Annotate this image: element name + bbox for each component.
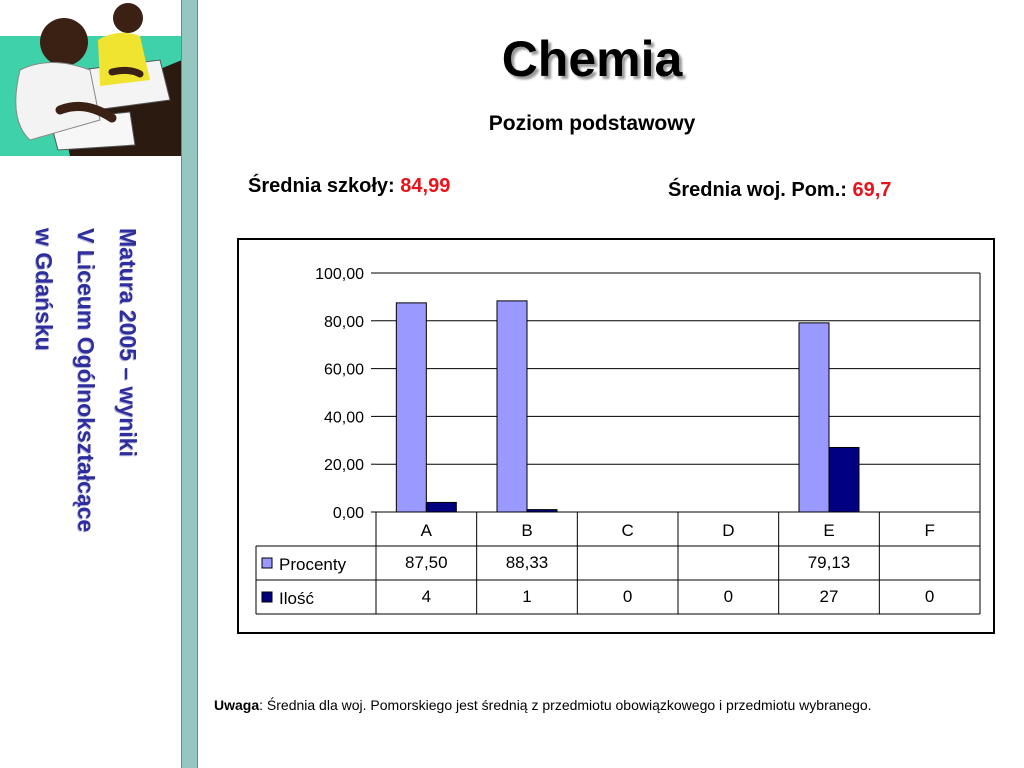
data-label: 4: [421, 587, 432, 606]
bar-chart: [239, 240, 993, 632]
y-tick-label: 0,00: [332, 505, 364, 522]
data-label: 0: [622, 587, 633, 606]
data-label: 79,13: [807, 553, 851, 572]
bar-ilosc: [426, 502, 456, 512]
bar-procenty: [396, 303, 426, 512]
data-label: 0: [924, 587, 935, 606]
y-tick-label: 100,00: [315, 266, 364, 283]
footnote-text: : Średnia dla woj. Pomorskiego jest średnią z przedmiotu obowiązkowego i przedmiotu wybranego.: [259, 697, 872, 713]
y-tick-label: 60,00: [323, 361, 364, 379]
data-label: 87,50: [405, 553, 448, 572]
school-average: [248, 175, 450, 198]
students-clipart: [0, 0, 182, 156]
y-tick-label: 20,00: [323, 457, 364, 475]
footnote: [214, 697, 872, 713]
bar-procenty: [497, 301, 527, 512]
school-caption-line-1: Matura 2005 – wyniki: [115, 228, 141, 457]
category-label: C: [621, 521, 634, 540]
category-label: D: [722, 521, 735, 540]
bar-ilosc: [829, 447, 859, 512]
page-title: Chemia: [501, 31, 683, 87]
data-label: 0: [723, 587, 734, 606]
school-average-label: Średnia szkoły:: [248, 175, 395, 197]
school-caption: [30, 228, 148, 533]
category-label: A: [420, 521, 433, 540]
page-subtitle: Poziom podstawowy: [488, 112, 696, 135]
y-tick-label: 80,00: [323, 313, 364, 331]
category-label: B: [521, 521, 533, 540]
school-average-value: 84,99: [400, 175, 451, 197]
legend-label: Ilość: [279, 589, 314, 608]
category-label: E: [823, 521, 835, 540]
legend-label: Procenty: [279, 555, 347, 574]
chart-frame: [237, 238, 995, 634]
footnote-label: Uwaga: [214, 697, 260, 713]
bar-procenty: [799, 323, 829, 512]
side-stripe: [181, 0, 198, 768]
region-average-value: 69,7: [852, 179, 892, 201]
data-label: 27: [819, 587, 839, 606]
data-label: 88,33: [505, 553, 549, 572]
legend-key: [262, 558, 272, 568]
data-label: 1: [522, 587, 532, 606]
legend-key: [262, 592, 272, 602]
y-tick-label: 40,00: [323, 409, 364, 427]
school-caption-line-2: V Liceum Ogólnokształcące: [73, 228, 99, 533]
school-caption-line-3: w Gdańsku: [31, 228, 57, 351]
region-average-label: Średnia woj. Pom.:: [668, 179, 847, 201]
region-average: [668, 179, 891, 202]
category-label: F: [924, 521, 935, 540]
